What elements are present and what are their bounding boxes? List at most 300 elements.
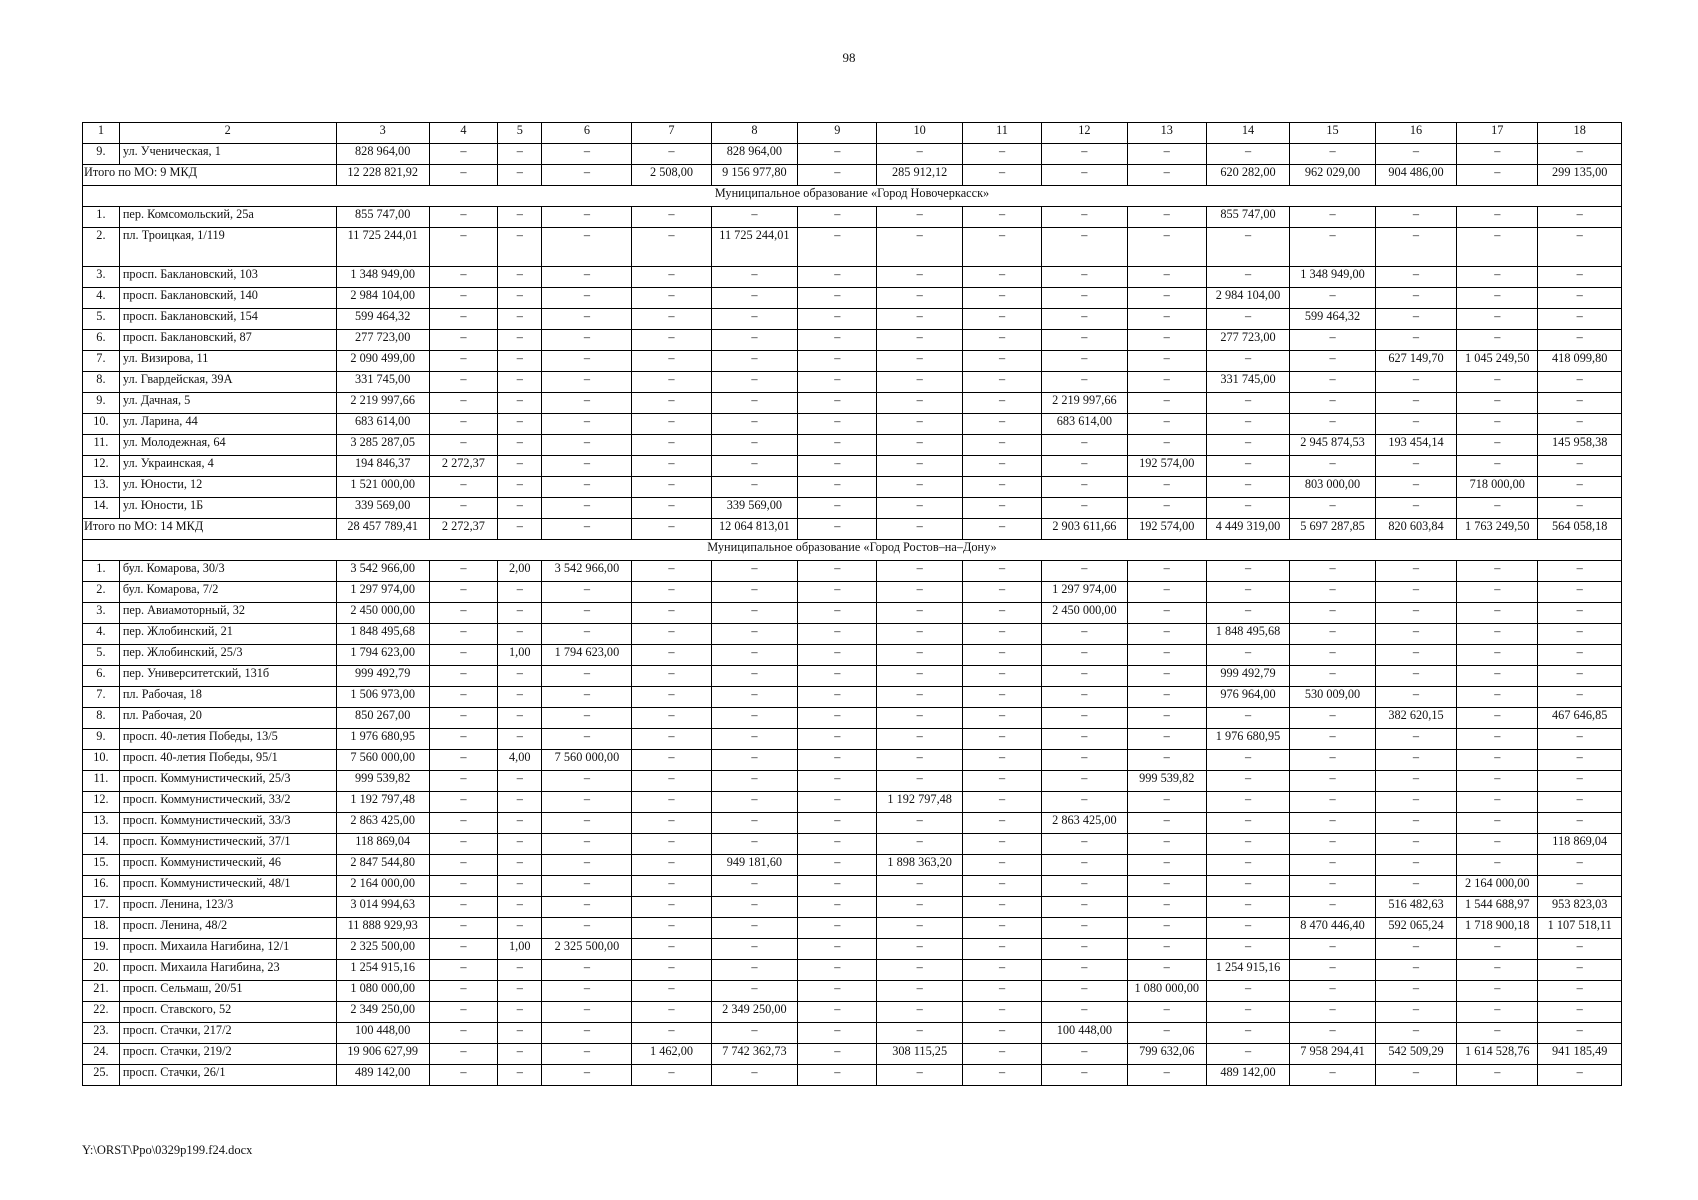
address-cell: пер. Жлобинский, 25/3 — [119, 645, 336, 666]
table-cell: – — [1206, 477, 1289, 498]
row-number: 4. — [83, 624, 120, 645]
table-cell: – — [962, 876, 1041, 897]
table-cell: – — [542, 624, 632, 645]
table-cell: – — [1457, 288, 1538, 309]
table-cell: – — [962, 729, 1041, 750]
table-cell: – — [542, 855, 632, 876]
table-cell: – — [1290, 456, 1376, 477]
total-row — [83, 165, 1622, 186]
row-number: 4. — [83, 288, 120, 309]
row-number: 1. — [83, 561, 120, 582]
table-cell: – — [429, 792, 497, 813]
table-cell: – — [1457, 645, 1538, 666]
table-cell: – — [1538, 144, 1622, 165]
table-cell: – — [798, 267, 877, 288]
table-cell: – — [798, 771, 877, 792]
table-cell: – — [1290, 897, 1376, 918]
table-cell: 620 282,00 — [1206, 165, 1289, 186]
table-cell: – — [962, 1065, 1041, 1086]
row-number: 5. — [83, 309, 120, 330]
table-row — [83, 897, 1622, 918]
table-cell: – — [1538, 729, 1622, 750]
table-cell: – — [542, 267, 632, 288]
table-cell: – — [798, 1065, 877, 1086]
table-cell: – — [542, 519, 632, 540]
table-cell: – — [877, 624, 963, 645]
table-cell: – — [498, 897, 542, 918]
table-cell: – — [1127, 603, 1206, 624]
table-cell: – — [542, 414, 632, 435]
table-cell: – — [1042, 435, 1128, 456]
table-cell: 3 542 966,00 — [336, 561, 429, 582]
table-cell: – — [429, 1044, 497, 1065]
table-cell: – — [429, 729, 497, 750]
table-cell: – — [1042, 351, 1128, 372]
table-cell: – — [798, 666, 877, 687]
table-cell: – — [877, 687, 963, 708]
table-cell: – — [1457, 960, 1538, 981]
table-cell: – — [429, 267, 497, 288]
table-cell: – — [429, 750, 497, 771]
table-cell: – — [962, 792, 1041, 813]
table-cell: – — [1290, 792, 1376, 813]
table-cell: – — [632, 876, 711, 897]
table-cell: – — [632, 645, 711, 666]
table-cell: – — [1375, 1002, 1456, 1023]
table-cell: – — [1206, 1002, 1289, 1023]
table-cell: 339 569,00 — [336, 498, 429, 519]
table-cell: – — [877, 372, 963, 393]
table-cell: – — [962, 372, 1041, 393]
table-cell: – — [429, 645, 497, 666]
table-cell: – — [798, 228, 877, 267]
table-cell: – — [632, 918, 711, 939]
table-cell: – — [1375, 792, 1456, 813]
table-cell: – — [498, 876, 542, 897]
table-cell: 2 325 500,00 — [336, 939, 429, 960]
table-cell: – — [1042, 372, 1128, 393]
table-cell: – — [962, 393, 1041, 414]
table-cell: – — [1375, 144, 1456, 165]
table-cell: 277 723,00 — [1206, 330, 1289, 351]
table-cell: 3 014 994,63 — [336, 897, 429, 918]
address-cell: пер. Университетский, 131б — [119, 666, 336, 687]
table-cell: – — [429, 330, 497, 351]
table-cell: – — [1042, 309, 1128, 330]
table-cell: – — [632, 456, 711, 477]
column-header: 18 — [1538, 123, 1622, 144]
table-cell: – — [798, 792, 877, 813]
table-cell: – — [542, 687, 632, 708]
table-cell: – — [1290, 144, 1376, 165]
table-cell: – — [1206, 561, 1289, 582]
table-cell: – — [798, 708, 877, 729]
address-cell: просп. Ленина, 48/2 — [119, 918, 336, 939]
table-cell: 192 574,00 — [1127, 456, 1206, 477]
table-cell: – — [711, 939, 798, 960]
table-cell: – — [962, 165, 1041, 186]
table-cell: – — [877, 582, 963, 603]
table-cell: – — [498, 372, 542, 393]
address-cell: просп. Баклановский, 87 — [119, 330, 336, 351]
table-cell: 5 697 287,85 — [1290, 519, 1376, 540]
table-row — [83, 372, 1622, 393]
table-cell: – — [877, 708, 963, 729]
table-cell: – — [1042, 624, 1128, 645]
table-cell: – — [1375, 876, 1456, 897]
table-cell: 489 142,00 — [1206, 1065, 1289, 1086]
table-cell: – — [542, 771, 632, 792]
table-cell: – — [1290, 729, 1376, 750]
table-row — [83, 267, 1622, 288]
table-cell: – — [962, 309, 1041, 330]
table-cell: – — [632, 729, 711, 750]
table-row — [83, 1044, 1622, 1065]
table-cell: – — [1206, 939, 1289, 960]
table-cell: – — [1290, 1002, 1376, 1023]
table-cell: – — [542, 207, 632, 228]
table-cell: – — [498, 165, 542, 186]
address-cell: ул. Визирова, 11 — [119, 351, 336, 372]
table-cell: – — [1127, 813, 1206, 834]
table-cell: – — [877, 309, 963, 330]
table-cell: 1 718 900,18 — [1457, 918, 1538, 939]
table-cell: – — [1457, 1023, 1538, 1044]
table-cell: – — [1290, 1023, 1376, 1044]
table-cell: – — [798, 498, 877, 519]
table-cell: 1 544 688,97 — [1457, 897, 1538, 918]
address-cell: ул. Молодежная, 64 — [119, 435, 336, 456]
table-row — [83, 876, 1622, 897]
table-cell: – — [1290, 1065, 1376, 1086]
table-cell: 1 107 518,11 — [1538, 918, 1622, 939]
table-cell: 941 185,49 — [1538, 1044, 1622, 1065]
table-cell: – — [429, 666, 497, 687]
table-cell: – — [877, 1002, 963, 1023]
table-cell: 2 090 499,00 — [336, 351, 429, 372]
table-cell: – — [498, 603, 542, 624]
table-cell: – — [1290, 372, 1376, 393]
table-cell: – — [498, 981, 542, 1002]
table-cell: 308 115,25 — [877, 1044, 963, 1065]
table-cell: – — [1538, 330, 1622, 351]
table-cell: – — [1206, 792, 1289, 813]
table-cell: – — [962, 1023, 1041, 1044]
address-cell: просп. Стачки, 219/2 — [119, 1044, 336, 1065]
table-cell: – — [429, 708, 497, 729]
table-cell: – — [877, 645, 963, 666]
table-cell: – — [1538, 771, 1622, 792]
section-title: Муниципальное образование «Город Новочеркасск» — [83, 186, 1622, 207]
address-cell: просп. Коммунистический, 48/1 — [119, 876, 336, 897]
table-cell: – — [1375, 228, 1456, 267]
table-cell: – — [542, 1002, 632, 1023]
table-cell: – — [962, 897, 1041, 918]
table-cell: – — [877, 876, 963, 897]
table-cell: – — [429, 414, 497, 435]
table-cell: – — [1538, 687, 1622, 708]
table-cell: – — [1457, 666, 1538, 687]
table-cell: – — [798, 750, 877, 771]
table-row — [83, 582, 1622, 603]
table-cell: – — [798, 393, 877, 414]
table-cell: 7 560 000,00 — [336, 750, 429, 771]
table-cell: – — [962, 960, 1041, 981]
table-cell: – — [962, 603, 1041, 624]
table-cell: – — [877, 918, 963, 939]
table-cell: 2,00 — [498, 561, 542, 582]
table-cell: – — [798, 1044, 877, 1065]
row-number: 10. — [83, 750, 120, 771]
table-cell: – — [711, 267, 798, 288]
table-cell: 100 448,00 — [1042, 1023, 1128, 1044]
table-cell: – — [1457, 813, 1538, 834]
column-header: 2 — [119, 123, 336, 144]
table-cell: – — [877, 519, 963, 540]
table-row — [83, 561, 1622, 582]
table-cell: – — [1127, 477, 1206, 498]
table-cell: – — [1375, 561, 1456, 582]
table-cell: – — [877, 435, 963, 456]
table-cell: – — [1375, 813, 1456, 834]
address-cell: просп. Коммунистический, 33/2 — [119, 792, 336, 813]
table-cell: – — [429, 165, 497, 186]
table-cell: 2 450 000,00 — [336, 603, 429, 624]
table-cell: – — [1538, 372, 1622, 393]
row-number: 2. — [83, 582, 120, 603]
table-cell: – — [1457, 414, 1538, 435]
table-cell: – — [1375, 309, 1456, 330]
table-cell: – — [498, 498, 542, 519]
data-table — [82, 122, 1622, 1086]
table-cell: – — [1457, 1065, 1538, 1086]
table-cell: – — [498, 1065, 542, 1086]
table-row — [83, 750, 1622, 771]
table-cell: – — [1206, 228, 1289, 267]
address-cell: пл. Рабочая, 18 — [119, 687, 336, 708]
row-number: 8. — [83, 372, 120, 393]
table-row — [83, 813, 1622, 834]
table-cell: – — [498, 309, 542, 330]
table-cell: – — [877, 771, 963, 792]
table-cell: 467 646,85 — [1538, 708, 1622, 729]
table-cell: – — [798, 939, 877, 960]
table-row — [83, 435, 1622, 456]
address-cell: просп. Ленина, 123/3 — [119, 897, 336, 918]
row-number: 15. — [83, 855, 120, 876]
table-cell: – — [498, 330, 542, 351]
table-cell: – — [1042, 645, 1128, 666]
table-row — [83, 729, 1622, 750]
table-cell: – — [711, 897, 798, 918]
table-cell: 828 964,00 — [711, 144, 798, 165]
table-cell: – — [632, 834, 711, 855]
table-cell: 592 065,24 — [1375, 918, 1456, 939]
table-cell: – — [542, 960, 632, 981]
table-cell: – — [1538, 960, 1622, 981]
table-cell: – — [632, 687, 711, 708]
table-cell: – — [962, 144, 1041, 165]
table-cell: – — [632, 435, 711, 456]
table-cell: – — [1042, 855, 1128, 876]
table-cell: – — [711, 771, 798, 792]
table-cell: – — [1457, 561, 1538, 582]
section-row — [83, 540, 1622, 561]
table-cell: – — [1206, 645, 1289, 666]
table-cell: – — [542, 666, 632, 687]
table-cell: – — [1457, 729, 1538, 750]
table-cell: – — [1538, 414, 1622, 435]
address-cell: пл. Троицкая, 1/119 — [119, 228, 336, 267]
table-cell: – — [1127, 393, 1206, 414]
table-cell: – — [1457, 267, 1538, 288]
address-cell: просп. Михаила Нагибина, 12/1 — [119, 939, 336, 960]
section-row — [83, 186, 1622, 207]
table-cell: 100 448,00 — [336, 1023, 429, 1044]
table-cell: – — [1457, 939, 1538, 960]
table-cell: – — [498, 267, 542, 288]
table-cell: – — [1290, 582, 1376, 603]
table-cell: – — [711, 582, 798, 603]
table-cell: – — [1206, 267, 1289, 288]
row-number: 11. — [83, 771, 120, 792]
column-header: 7 — [632, 123, 711, 144]
table-cell: – — [1538, 645, 1622, 666]
table-cell: 1 794 623,00 — [336, 645, 429, 666]
table-cell: – — [429, 918, 497, 939]
table-cell: – — [1127, 228, 1206, 267]
table-cell: – — [1538, 309, 1622, 330]
table-cell: – — [498, 1023, 542, 1044]
table-row — [83, 456, 1622, 477]
table-cell: – — [877, 897, 963, 918]
table-cell: 599 464,32 — [336, 309, 429, 330]
table-cell: – — [632, 393, 711, 414]
table-cell: – — [1042, 144, 1128, 165]
address-cell: просп. Коммунистический, 37/1 — [119, 834, 336, 855]
column-header: 17 — [1457, 123, 1538, 144]
table-cell: – — [1042, 876, 1128, 897]
table-cell: – — [429, 603, 497, 624]
table-cell: – — [962, 477, 1041, 498]
table-cell: 718 000,00 — [1457, 477, 1538, 498]
table-cell: – — [498, 687, 542, 708]
table-cell: – — [1375, 1065, 1456, 1086]
table-cell: – — [962, 855, 1041, 876]
table-cell: – — [1375, 207, 1456, 228]
table-row — [83, 1065, 1622, 1086]
table-cell: – — [1206, 813, 1289, 834]
table-cell: – — [632, 1023, 711, 1044]
table-cell: – — [798, 144, 877, 165]
table-cell: – — [1457, 582, 1538, 603]
table-cell: – — [1127, 939, 1206, 960]
table-cell: – — [1206, 144, 1289, 165]
table-cell: 7 560 000,00 — [542, 750, 632, 771]
table-cell: – — [1538, 981, 1622, 1002]
table-cell: 962 029,00 — [1290, 165, 1376, 186]
table-cell: – — [1375, 771, 1456, 792]
table-cell: – — [1538, 876, 1622, 897]
table-cell: – — [542, 351, 632, 372]
table-cell: – — [429, 981, 497, 1002]
address-cell: просп. Стачки, 217/2 — [119, 1023, 336, 1044]
table-cell: – — [877, 750, 963, 771]
table-cell: – — [1290, 414, 1376, 435]
table-cell: – — [877, 1023, 963, 1044]
table-cell: – — [632, 603, 711, 624]
table-cell: – — [1206, 981, 1289, 1002]
table-cell: – — [498, 414, 542, 435]
table-cell: 2 903 611,66 — [1042, 519, 1128, 540]
table-cell: – — [498, 666, 542, 687]
table-cell: – — [632, 207, 711, 228]
table-cell: – — [1042, 834, 1128, 855]
table-cell: – — [798, 603, 877, 624]
table-cell: – — [962, 1044, 1041, 1065]
table-cell: 11 725 244,01 — [336, 228, 429, 267]
table-cell: – — [498, 207, 542, 228]
page-number: 98 — [842, 50, 856, 65]
table-cell: – — [1538, 582, 1622, 603]
table-cell: – — [429, 813, 497, 834]
table-cell: – — [429, 435, 497, 456]
section-title: Муниципальное образование «Город Ростов–на–Дону» — [83, 540, 1622, 561]
table-cell: – — [798, 309, 877, 330]
table-cell: 285 912,12 — [877, 165, 963, 186]
row-number: 1. — [83, 207, 120, 228]
table-row — [83, 834, 1622, 855]
table-cell: 11 725 244,01 — [711, 228, 798, 267]
table-cell: – — [498, 729, 542, 750]
table-cell: – — [632, 792, 711, 813]
table-cell: – — [711, 750, 798, 771]
table-cell: 418 099,80 — [1538, 351, 1622, 372]
address-cell: пер. Жлобинский, 21 — [119, 624, 336, 645]
table-cell: – — [1127, 309, 1206, 330]
address-cell: просп. Коммунистический, 46 — [119, 855, 336, 876]
table-cell: – — [1206, 1023, 1289, 1044]
table-cell: – — [962, 666, 1041, 687]
table-cell: – — [632, 561, 711, 582]
table-cell: – — [1042, 729, 1128, 750]
table-cell: – — [429, 207, 497, 228]
table-cell: 2 450 000,00 — [1042, 603, 1128, 624]
table-cell: – — [1290, 771, 1376, 792]
table-cell: – — [498, 435, 542, 456]
address-cell: ул. Дачная, 5 — [119, 393, 336, 414]
table-cell: – — [711, 561, 798, 582]
table-cell: – — [542, 1065, 632, 1086]
table-cell: – — [632, 897, 711, 918]
table-cell: – — [1457, 792, 1538, 813]
table-cell: – — [1206, 456, 1289, 477]
table-cell: – — [798, 981, 877, 1002]
table-cell: – — [962, 456, 1041, 477]
table-cell: – — [798, 876, 877, 897]
table-cell: – — [1457, 708, 1538, 729]
table-cell: – — [1538, 456, 1622, 477]
row-number: 16. — [83, 876, 120, 897]
table-cell: – — [542, 813, 632, 834]
table-cell: – — [1127, 288, 1206, 309]
row-number: 17. — [83, 897, 120, 918]
table-cell: – — [542, 288, 632, 309]
table-cell: – — [877, 414, 963, 435]
table-cell: – — [1290, 498, 1376, 519]
table-cell: – — [1206, 498, 1289, 519]
table-cell: – — [962, 330, 1041, 351]
